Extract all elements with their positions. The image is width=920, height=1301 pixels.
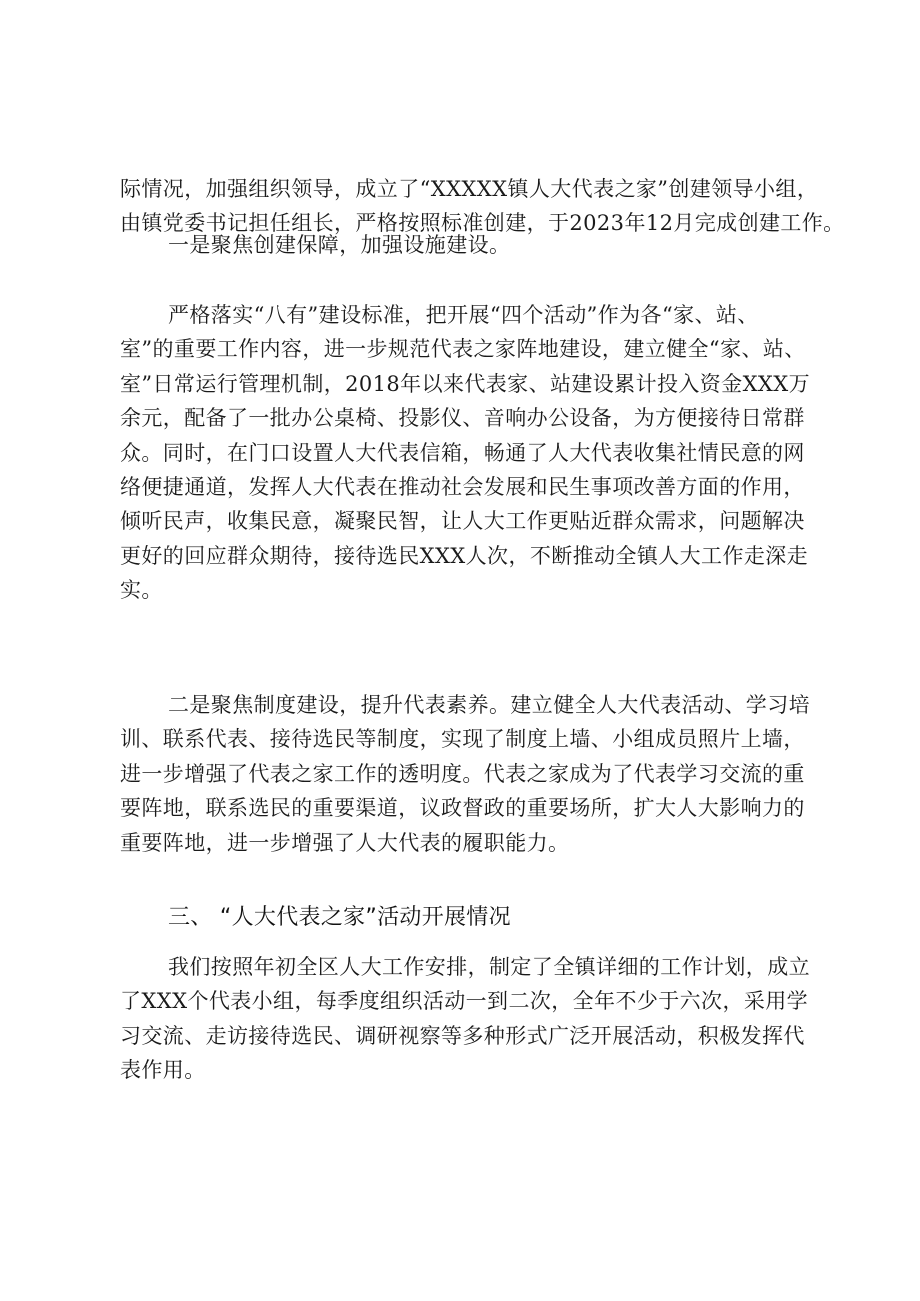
- text-line: 实。: [120, 578, 163, 603]
- text-line: 倾听民声，收集民意，凝聚民智，让人大工作更贴近群众需求，问题解决: [120, 509, 805, 534]
- text-line: 际情况，加强组织领导，成立了“XXXXX镇人大代表之家”创建领导小组，: [120, 177, 819, 201]
- text-line: 余元，配备了一批办公桌椅、投影仪、音响办公设备，为方便接待日常群: [120, 406, 805, 431]
- text-line: 室”的重要工作内容，进一步规范代表之家阵地建设，建立健全“家、站、: [120, 337, 806, 362]
- paragraph-point-one-title: [120, 228, 810, 262]
- text-line: 要阵地，联系选民的重要渠道，议政督政的重要场所，扩大人大影响力的: [120, 796, 805, 821]
- text-line: 室”日常运行管理机制，2018年以来代表家、站建设累计投入资金XXX万: [120, 371, 811, 396]
- text-line: 习交流、走访接待选民、调研视察等多种形式广泛开展活动，积极发挥代: [120, 1023, 805, 1048]
- text-line: 严格落实“八有”建设标准，把开展“四个活动”作为各“家、站、: [168, 303, 759, 327]
- text-line: 进一步增强了代表之家工作的透明度。代表之家成为了代表学习交流的重: [120, 761, 805, 786]
- text-line: 众。同时，在门口设置人大代表信箱，畅通了人大代表收集社情民意的网: [120, 440, 805, 465]
- text-line: 更好的回应群众期待，接待选民XXX人次，不断推动全镇人大工作走深走: [120, 543, 809, 568]
- text-line: 了XXX个代表小组，每季度组织活动一到二次，全年不少于六次，采用学: [120, 989, 809, 1014]
- paragraph-facilities: [120, 298, 810, 608]
- text-line: 我们按照年初全区人大工作安排，制定了全镇详细的工作计划，成立: [168, 955, 810, 979]
- text-line: 表作用。: [120, 1058, 206, 1083]
- text-line: 络便捷通道，发挥人大代表在推动社会发展和民生事项改善方面的作用，: [120, 474, 805, 499]
- text-line: 一是聚焦创建保障，加强设施建设。: [168, 233, 511, 257]
- section-heading: 三、 “人大代表之家”活动开展情况: [168, 905, 511, 930]
- paragraph-activities: [120, 950, 810, 1088]
- text-line: 由镇党委书记担任组长，严格按照标准创建，于2023年12月完成创建工作。: [120, 211, 845, 236]
- text-line: 重要阵地，进一步增强了人大代表的履职能力。: [120, 830, 570, 855]
- paragraph-system-building: [120, 688, 810, 860]
- text-line: 二是聚焦制度建设，提升代表素养。建立健全人大代表活动、学习培: [168, 693, 810, 717]
- text-line: 训、联系代表、接待选民等制度，实现了制度上墙、小组成员照片上墙，: [120, 727, 805, 752]
